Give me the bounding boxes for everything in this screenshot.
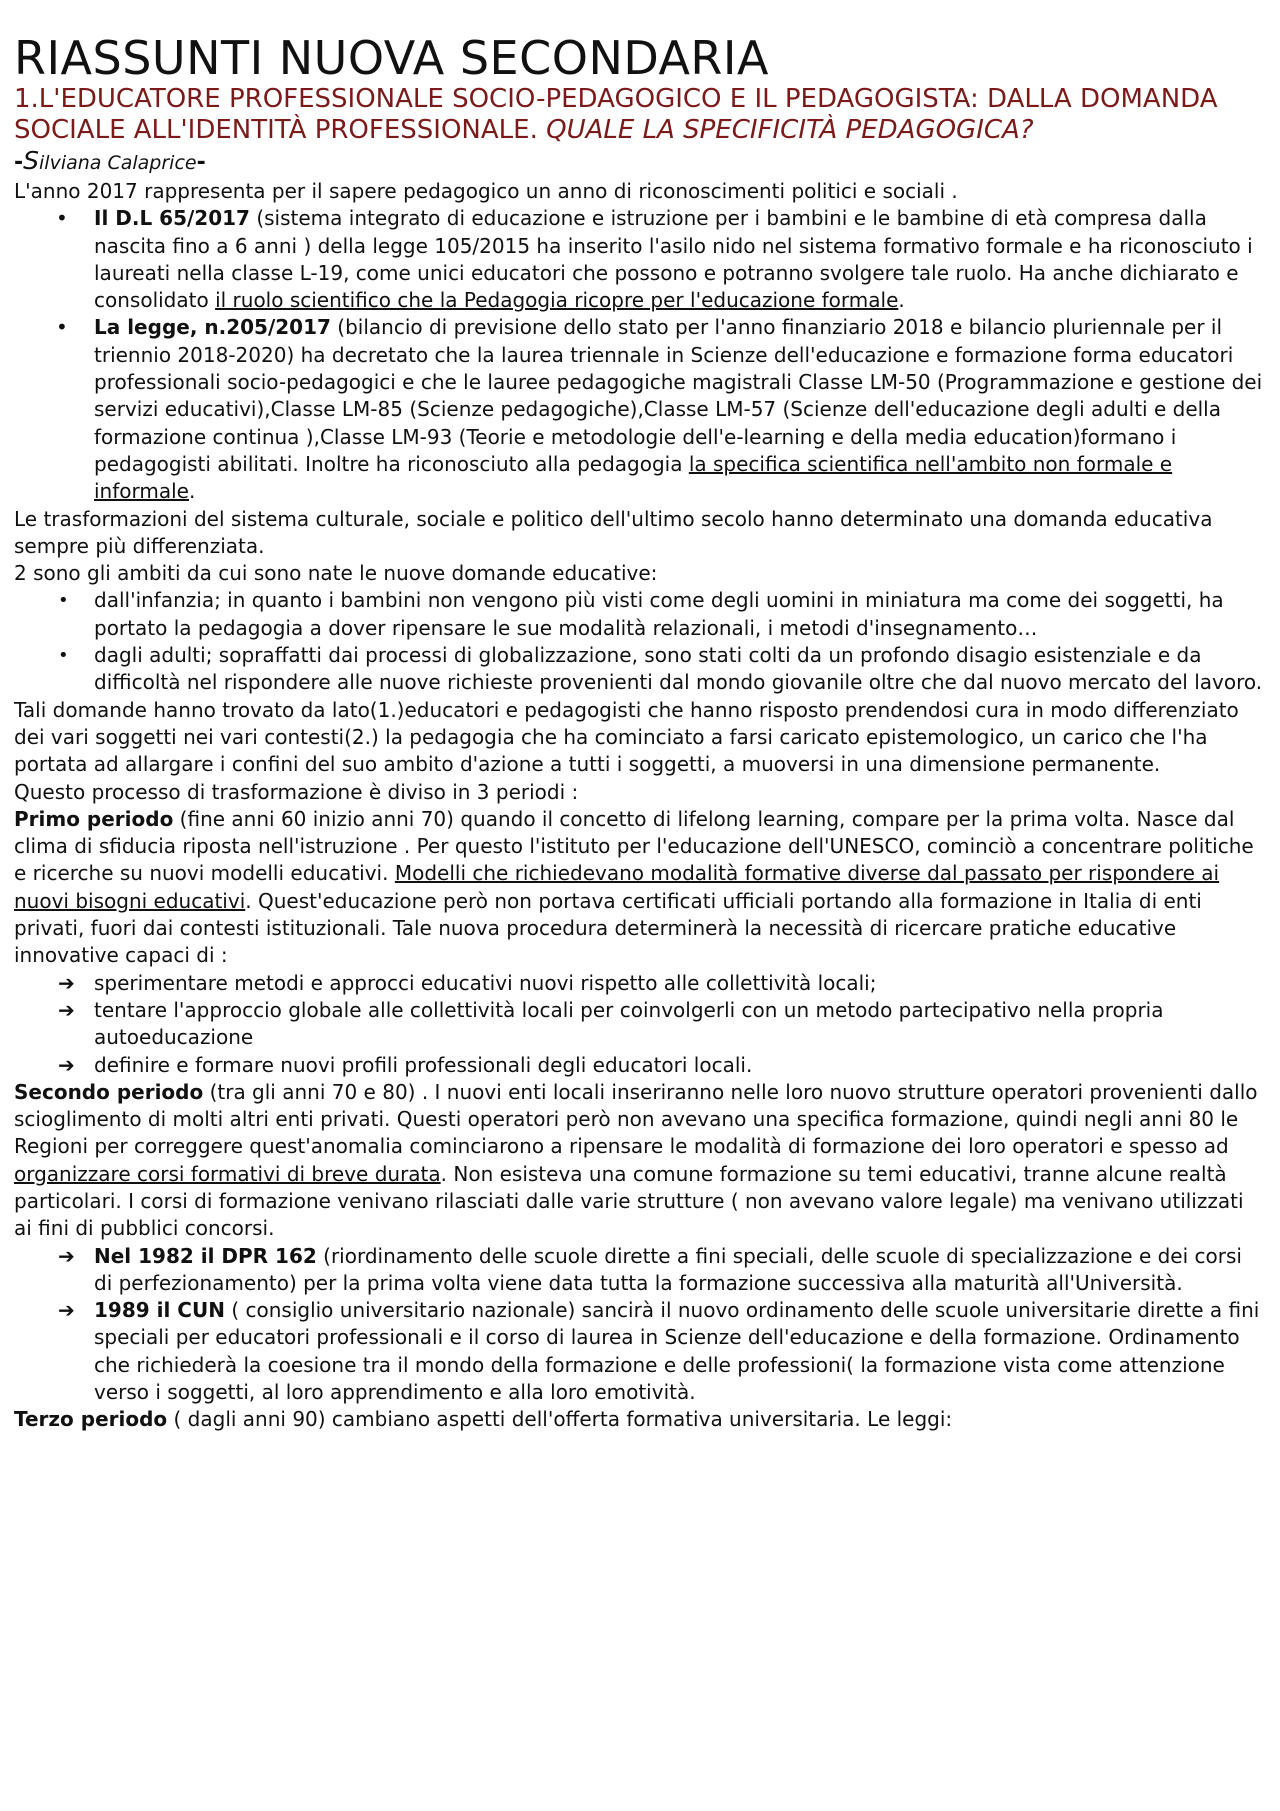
period-text-end: . Non esisteva una comune formazione su temi educativi, tranne alcune realtà particolari. I corsi di formazione venivano rilasciati dalle varie strutture ( non avevano valore legale) ma venivano utilizzati ai fini di pubblici concorsi. [14,1161,1244,1241]
author-dash: - [14,150,24,175]
law-title: Il D.L 65/2017 [94,206,250,231]
intro-paragraph: L'anno 2017 rappresenta per il sapere pedagogico un anno di riconoscimenti politici e sociali . [14,179,958,203]
item-text: tentare l'approccio globale alle collettività locali per coinvolgerli con un metodo partecipativo nella propria autoeducazione [94,997,1164,1050]
law-end: . [188,479,196,504]
terzo-periodo-paragraph [14,1406,1266,1433]
law-underline: il ruolo scientifico che la Pedagogia ricopre per l'educazione formale [215,288,899,313]
arrow-right-icon: ➔ [58,1052,75,1077]
chapter-heading-question: QUALE LA SPECIFICITÀ PEDAGOGICA? [546,115,1034,145]
period-label: Primo periodo [14,806,174,831]
period-text: ( dagli anni 90) cambiano aspetti dell'offerta formativa universitaria. Le leggi: [167,1407,953,1432]
list-item [14,587,1266,642]
period-label: Secondo periodo [14,1079,204,1104]
ambito-text: dall'infanzia; in quanto i bambini non vengono più visti come degli uomini in miniatura ma come dei soggetti, ha portato la pedagogia a dover ripensare le sue modalità relazionali, i metodi d'insegnamento… [94,588,1224,640]
secondo-periodo-list [14,1243,1266,1407]
list-item [14,970,1266,997]
arrow-right-icon: ➔ [58,970,75,995]
item-text: sperimentare metodi e approcci educativi nuovi rispetto alle collettività locali; [94,970,877,995]
chapter-heading-text: 1.L'EDUCATORE PROFESSIONALE SOCIO-PEDAGOGICO E IL PEDAGOGISTA: DALLA DOMANDA SOCIALE ALL'IDENTITÀ PROFESSIONALE. [14,84,1218,145]
list-item [14,1052,1266,1079]
law-underline: la specifica scientifica nell'ambito non formale e informale [94,451,1173,504]
author-dash-end: - [196,150,206,175]
law-text: (bilancio di previsione dello stato per l'anno finanziario 2018 e bilancio pluriennale per il triennio 2018-2020) ha decretato che la laurea triennale in Scienze dell'educazione e formazione forma educatori professionali socio-pedagogici e che le lauree pedagogiche magistrali Classe LM-50 (Programmazione e gestione dei servizi educativi),Classe LM-85 (Scienze pedagogiche),Classe LM-57 (Scienze dell'educazione degli adulti e della formazione continua ),Classe LM-93 (Teorie e metodologie dell'e-learning e della media education)formano i pedagogisti abilitati. Inoltre ha riconosciuto alla pedagogia [94,315,1263,476]
list-item [14,642,1266,697]
list-item [14,1297,1266,1406]
primo-periodo-list [14,970,1266,1079]
page-title: RIASSUNTI NUOVA SECONDARIA [14,31,769,85]
bullet-icon: • [58,590,69,612]
secondo-periodo-paragraph [14,1079,1266,1243]
bullet-icon: • [56,315,68,340]
item-text: (riordinamento delle scuole dirette a fini speciali, delle scuole di specializzazione e dei corsi di perfezionamento) per la prima volta viene data tutta la formazione successiva alla maturità all'Università. [94,1243,1242,1295]
ambito-text: dagli adulti; sopraffatti dai processi di globalizzazione, sono stati colti da un profondo disagio esistenziale e da difficoltà nel rispondere alle nuove richieste provenienti dal mondo giovanile oltre che dal nuovo mercato del lavoro. [94,643,1263,695]
bullet-icon: • [58,645,69,667]
primo-periodo-paragraph [14,806,1266,970]
period-text: (tra gli anni 70 e 80) . I nuovi enti locali inseriranno nelle loro nuovo strutture operatori provenienti dallo scioglimento di molti altri enti privati. Questi operatori però non avevano una specifica formazione, quindi negli anni 80 le Regioni per correggere quest'anomalia cominciarono a ripensare le modalità di formazione dei loro operatori e spesso ad [14,1079,1258,1159]
period-label: Terzo periodo [14,1407,168,1432]
law-text: (sistema integrato di educazione e istruzione per i bambini e le bambine di età compresa dalla nascita fino a 6 anni ) della legge 105/2015 ha inserito l'asilo nido nel sistema formativo formale e ha riconosciuto i laureati nella classe L-19, come unici educatori che possono e potranno svolgere tale ruolo. Ha anche dichiarato e consolidato [94,206,1253,313]
arrow-right-icon: ➔ [58,997,75,1022]
processo-paragraph: Questo processo di trasformazione è diviso in 3 periodi : [14,779,579,804]
period-underline: Modelli che richiedevano modalità formative diverse dal passato per rispondere ai nuovi bisogni educativi [14,861,1220,913]
period-text-end: . Quest'educazione però non portava certificati ufficiali portando alla formazione in Italia di enti privati, fuori dai contesti istituzionali. Tale nuova procedura determinerà la necessità di ricercare pratiche educative innovative capaci di : [14,888,1202,968]
chapter-heading [14,84,1266,146]
period-text: (fine anni 60 inizio anni 70) quando il concetto di lifelong learning, compare per la prima volta. Nasce dal clima di sfiducia riposta nell'istruzione . Per questo l'istituto per l'educazione dell'UNESCO, cominciò a concentrare politiche e ricerche su nuovi modelli educativi. [14,806,1254,886]
author-name: ilviana Calaprice [39,152,197,174]
arrow-right-icon: ➔ [58,1298,75,1323]
author-initial: S [23,146,40,175]
law-title: La legge, n.205/2017 [94,315,331,340]
item-text: definire e formare nuovi profili professionali degli educatori locali. [94,1052,753,1077]
item-title: 1989 il CUN [94,1298,225,1323]
bullet-icon: • [56,206,68,231]
ambiti-intro: 2 sono gli ambiti da cui sono nate le nuove domande educative: [14,561,658,586]
list-item [14,997,1266,1052]
laws-list [14,205,1266,505]
transformations-paragraph: Le trasformazioni del sistema culturale, sociale e politico dell'ultimo secolo hanno determinato una domanda educativa sempre più differenziata. [14,506,1213,558]
law-end: . [898,288,905,313]
item-text: ( consiglio universitario nazionale) sancirà il nuovo ordinamento delle scuole universitarie dirette a fini speciali per educatori professionali e il corso di laurea in Scienze dell'educazione e della formazione. Ordinamento che richiederà la coesione tra il mondo della formazione e delle professioni( la formazione vista come attenzione verso i soggetti, al loro apprendimento e alla loro emotività. [94,1298,1260,1405]
item-title: Nel 1982 il DPR 162 [94,1243,317,1268]
ambiti-list [14,587,1266,696]
list-item [14,205,1266,314]
list-item [14,1243,1266,1298]
arrow-right-icon: ➔ [58,1243,75,1268]
period-underline: organizzare corsi formativi di breve durata [14,1161,441,1186]
list-item [14,314,1266,505]
tali-domande-paragraph: Tali domande hanno trovato da lato(1.)educatori e pedagogisti che hanno risposto prendendosi cura in modo differenziato dei vari soggetti nei vari contesti(2.) la pedagogia che ha cominciato a farsi caricato epistemologico, un carico che l'ha portata ad allargare i confini del suo ambito d'azione a tutti i soggetti, a muoversi in una dimensione permanente. [14,697,1239,777]
author-line [14,146,1266,178]
